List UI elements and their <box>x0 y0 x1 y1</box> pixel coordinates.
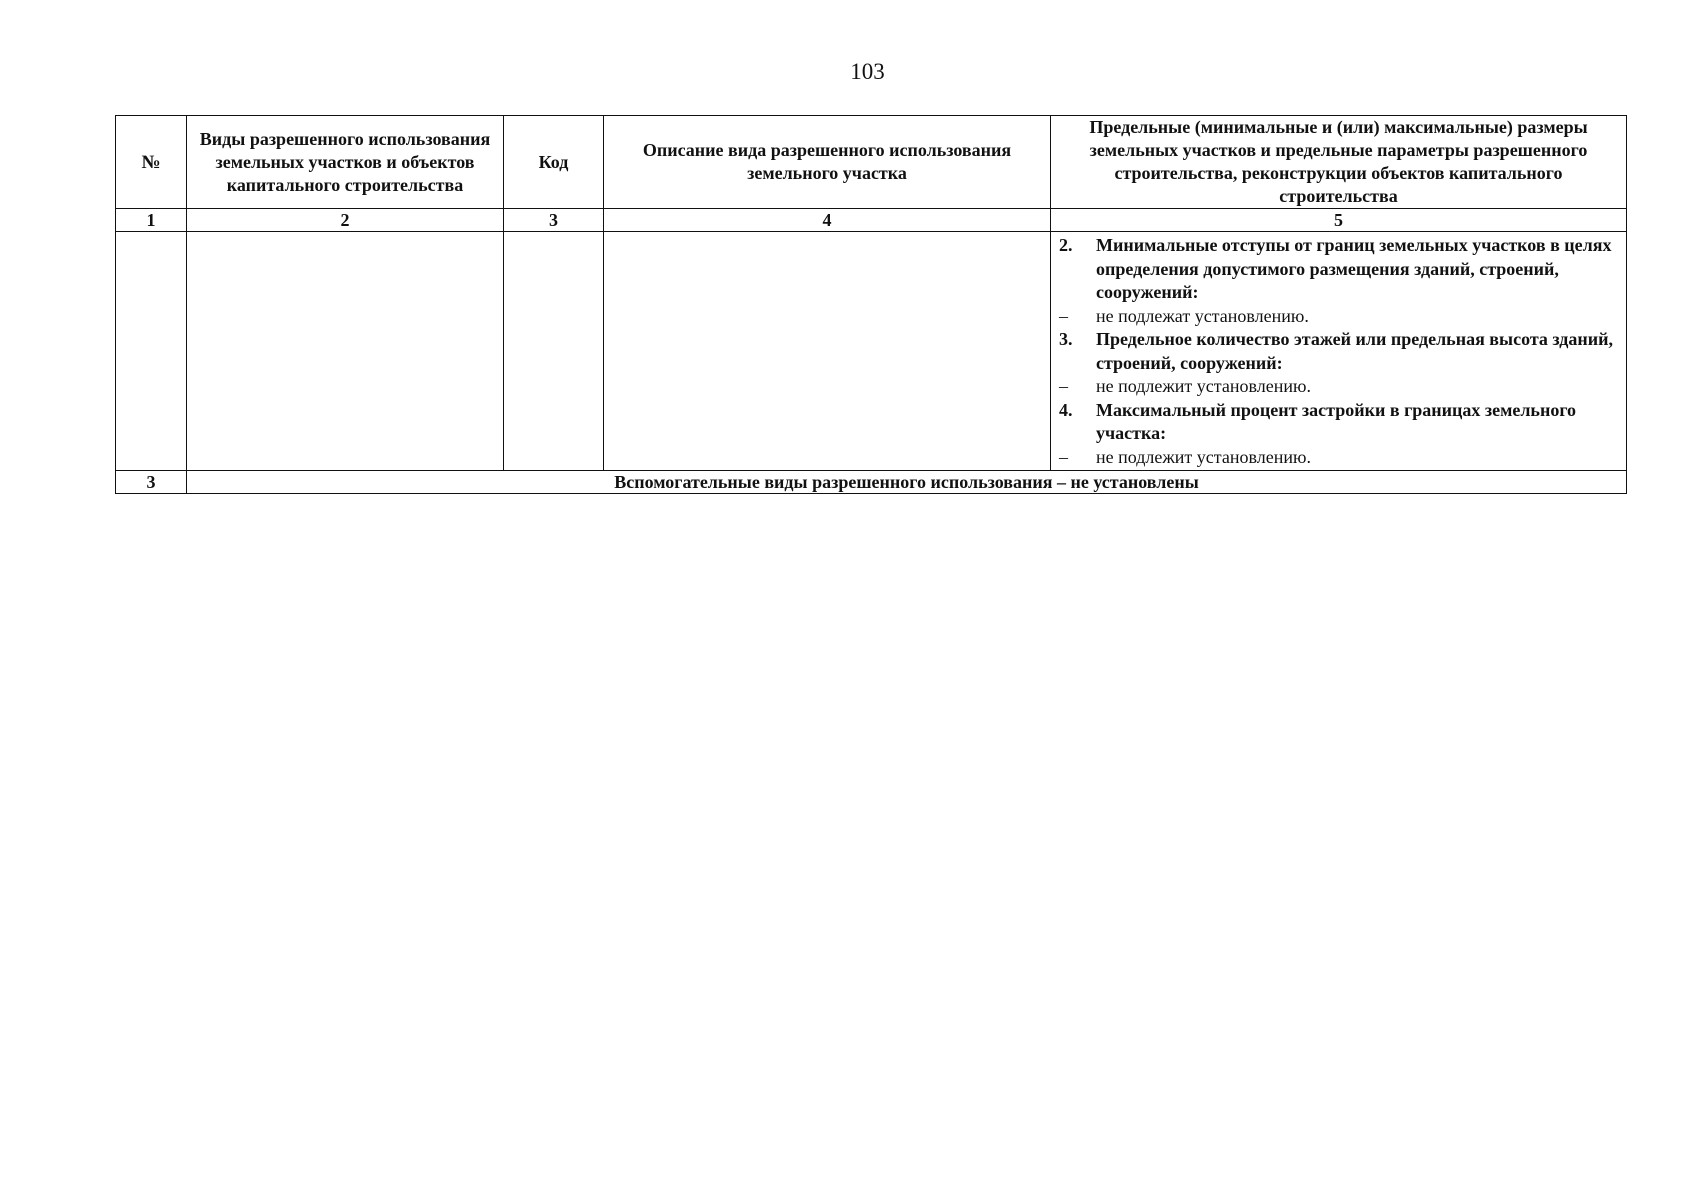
cell-code-empty <box>504 232 604 471</box>
dash-marker: – <box>1059 446 1068 467</box>
land-use-table <box>115 115 1627 494</box>
header-number: № <box>116 116 187 209</box>
column-number: 1 <box>116 209 187 232</box>
parameter-heading <box>1059 399 1620 446</box>
parameter-value <box>1059 446 1620 470</box>
column-number: 4 <box>604 209 1051 232</box>
header-use-types: Виды разрешенного использования земельных участков и объектов капитального строительства <box>187 116 504 209</box>
parameter-title: Максимальный процент застройки в границах земельного участка: <box>1096 399 1577 443</box>
column-number: 2 <box>187 209 504 232</box>
cell-limits <box>1051 232 1627 471</box>
table-row <box>116 232 1627 471</box>
parameter-heading <box>1059 234 1620 305</box>
cell-number-empty <box>116 232 187 471</box>
parameter-value <box>1059 305 1620 329</box>
list-marker: 3. <box>1059 329 1073 349</box>
header-description: Описание вида разрешенного использования земельного участка <box>604 116 1051 209</box>
header-row <box>116 116 1627 209</box>
parameter-value <box>1059 375 1620 399</box>
header-limits: Предельные (минимальные и (или) максимальные) размеры земельных участков и предельные параметры разрешенного строительства, реконструкции объектов капитального строительства <box>1051 116 1627 209</box>
parameter-title: Минимальные отступы от границ земельных участков в целях определения допустимого размещения зданий, строений, сооружений: <box>1096 235 1612 302</box>
cell-use-types-empty <box>187 232 504 471</box>
header-code: Код <box>504 116 604 209</box>
dash-marker: – <box>1059 376 1068 396</box>
dash-marker: – <box>1059 305 1068 326</box>
parameter-title: Предельное количество этажей или предельная высота зданий, строений, сооружений: <box>1096 329 1614 373</box>
page-number: 103 <box>850 59 885 84</box>
column-number-row <box>116 209 1627 232</box>
list-marker: 2. <box>1059 235 1073 255</box>
cell-description-empty <box>604 232 1051 471</box>
auxiliary-row-number: 3 <box>116 471 187 494</box>
parameter-value-text: не подлежит установлению. <box>1096 376 1311 396</box>
parameter-value-text: не подлежат установлению. <box>1096 305 1309 326</box>
parameter-heading <box>1059 328 1620 375</box>
auxiliary-uses-text: Вспомогательные виды разрешенного использования – не установлены <box>187 471 1627 494</box>
auxiliary-uses-row <box>116 471 1627 494</box>
parameter-value-text: не подлежит установлению. <box>1096 446 1311 467</box>
list-marker: 4. <box>1059 399 1073 420</box>
column-number: 3 <box>504 209 604 232</box>
parameter-list <box>1059 234 1620 469</box>
column-number: 5 <box>1051 209 1627 232</box>
